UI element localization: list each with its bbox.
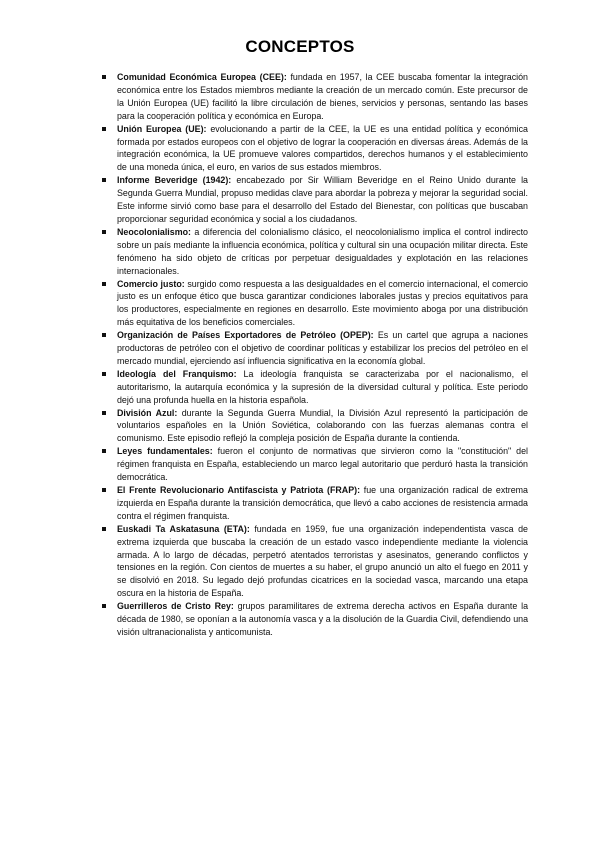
concept-description: La ideología franquista se caracterizaba por el nacionalismo, el autoritarismo, la autarquía económica y la supresión de la diversidad cultural y política. Este periodo dejó una profunda huella en la historia española. xyxy=(117,368,528,405)
list-item xyxy=(102,523,528,600)
concept-description: Es un cartel que agrupa a naciones productoras de petróleo con el objetivo de coordinar políticas y estabilizar los precios del petróleo en el mercado mundial, ejerciendo así influencia significativa en la economía global. xyxy=(117,330,528,366)
concept-term: Organización de Países Exportadores de Petróleo (OPEP): xyxy=(117,330,374,341)
concept-term: Leyes fundamentales: xyxy=(117,446,213,457)
concept-description: fue una organización radical de extrema izquierda en España durante la transición democrática, que llevó a cabo acciones de resistencia armada contra el régimen franquista. xyxy=(117,485,528,521)
concept-term: Ideología del Franquismo: xyxy=(117,368,237,379)
square-bullet-icon xyxy=(102,178,106,182)
concept-description: durante la Segunda Guerra Mundial, la División Azul representó la participación de voluntarios españoles en la Unión Soviética, colaborando con las fuerzas alemanas contra el comunismo. Este episodio reflejó la compleja posición de España durante la contienda. xyxy=(117,407,528,444)
concept-description: grupos paramilitares de extrema derecha activos en España durante la década de 1980, se oponían a la autonomía vasca y a la disolución de la Guardia Civil, defendiendo una visión ultranacionalista y anticomunista. xyxy=(117,601,529,637)
square-bullet-icon xyxy=(102,527,106,531)
list-item xyxy=(102,484,528,523)
concept-term: División Azul: xyxy=(117,407,178,418)
concept-term: Comercio justo: xyxy=(117,278,185,289)
concept-term: Euskadi Ta Askatasuna (ETA): xyxy=(117,523,250,534)
concepts-list xyxy=(102,71,528,639)
concept-description: fundada en 1957, la CEE buscaba fomentar la integración económica entre los Estados miembros mediante la creación de un mercado común. Este precursor de la Unión Europea (UE) facilitó la libre circulación de bienes, servicios y personas, sentando las bases para la cooperación política y económica en Europa. xyxy=(117,72,528,121)
concept-description: evolucionando a partir de la CEE, la UE es una entidad política y económica formada por estados europeos con el objetivo de lograr la cooperación en diversas áreas. Además de la integración económica, la UE promueve valores compartidos, derechos humanos y el establecimiento de una moneda única, el euro, en varios de sus estados miembros. xyxy=(117,123,528,173)
square-bullet-icon xyxy=(102,282,106,286)
concept-description: encabezado por Sir William Beveridge en el Reino Unido durante la Segunda Guerra Mundial, propuso medidas clave para abordar la pobreza y mejorar la seguridad social. Este informe sirvió como base para el desarrollo del Estado del Bienestar, con políticas que buscaban proporcionar seguridad económica y social a los ciudadanos. xyxy=(117,175,528,224)
list-item xyxy=(102,123,528,175)
square-bullet-icon xyxy=(102,604,106,608)
concept-description: a diferencia del colonialismo clásico, el neocolonialismo implica el control indirecto sobre un país mediante la influencia económica, política y cultural sin una ocupación militar directa. Este fenómeno ha sido objeto de críticas por perpetuar desigualdades y explotación en las relaciones internacionales. xyxy=(117,226,528,276)
concept-description: fundada en 1959, fue una organización independentista vasca de extrema izquierda que buscaba la creación de un estado vasco independiente mediante la violencia armada. A lo largo de décadas, perpetró atentados terroristas y asesinatos, generando conflictos y tensiones en la región. Con cientos de muertes a su haber, el grupo anunció un alto el fuego en 2011 y se disolvió en 2018. Su legado dejó profundas cicatrices en la sociedad vasca, marcando una etapa oscura en la historia de España. xyxy=(117,523,528,599)
list-item xyxy=(102,600,528,639)
concept-term: El Frente Revolucionario Antifascista y Patriota (FRAP): xyxy=(117,485,361,495)
list-item xyxy=(102,278,528,330)
concept-term: Neocolonialismo: xyxy=(117,226,191,237)
list-item xyxy=(102,71,528,123)
list-item xyxy=(102,226,528,278)
square-bullet-icon xyxy=(102,230,106,234)
concept-term: Guerrilleros de Cristo Rey: xyxy=(117,601,234,612)
concept-term: Informe Beveridge (1942): xyxy=(117,175,232,186)
concept-description: surgido como respuesta a las desigualdades en el comercio internacional, el comercio justo es un enfoque ético que busca garantizar condiciones laborales justas y precios equitativos para los productores, especialmente en regiones en desarrollo. Este movimiento aboga por una distribución más equitativa de los beneficios comerciales. xyxy=(117,278,528,328)
square-bullet-icon xyxy=(102,449,106,453)
concept-description: fueron el conjunto de normativas que sirvieron como la "constitución" del régimen franquista en España, estableciendo un marco legal autoritario que perduró hasta la transición democrática. xyxy=(117,446,528,483)
concept-term: Comunidad Económica Europea (CEE): xyxy=(117,72,287,82)
list-item xyxy=(102,368,528,407)
square-bullet-icon xyxy=(102,75,106,79)
square-bullet-icon xyxy=(102,372,106,376)
square-bullet-icon xyxy=(102,488,106,492)
list-item xyxy=(102,174,528,226)
square-bullet-icon xyxy=(102,411,106,415)
square-bullet-icon xyxy=(102,333,106,337)
page-title: CONCEPTOS xyxy=(245,37,355,56)
list-item xyxy=(102,445,528,484)
list-item xyxy=(102,407,528,446)
concept-term: Unión Europea (UE): xyxy=(117,123,207,134)
square-bullet-icon xyxy=(102,127,106,131)
list-item xyxy=(102,329,528,368)
